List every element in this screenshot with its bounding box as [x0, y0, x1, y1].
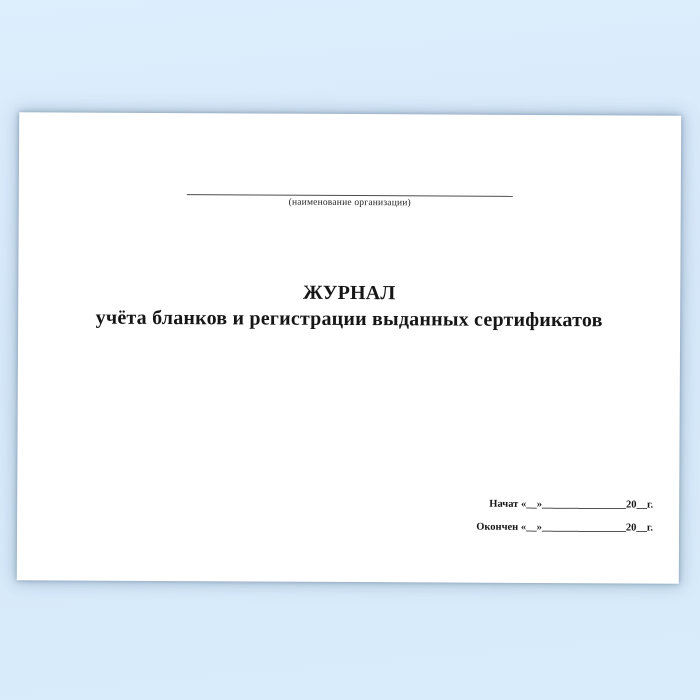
- date-finished-line: Окончен «__»________________20__г.: [476, 521, 654, 534]
- document-title: [18, 278, 680, 333]
- title-line-journal: ЖУРНАЛ: [302, 281, 396, 305]
- organization-name-block: [187, 183, 513, 210]
- journal-cover-page: [17, 112, 681, 583]
- organization-caption: (наименование организации): [288, 197, 411, 209]
- dates-block: [476, 493, 653, 540]
- title-line-subject: учёта бланков и регистрации выданных сертификатов: [95, 306, 603, 332]
- date-started-line: Начат «__»________________20__г.: [489, 498, 654, 511]
